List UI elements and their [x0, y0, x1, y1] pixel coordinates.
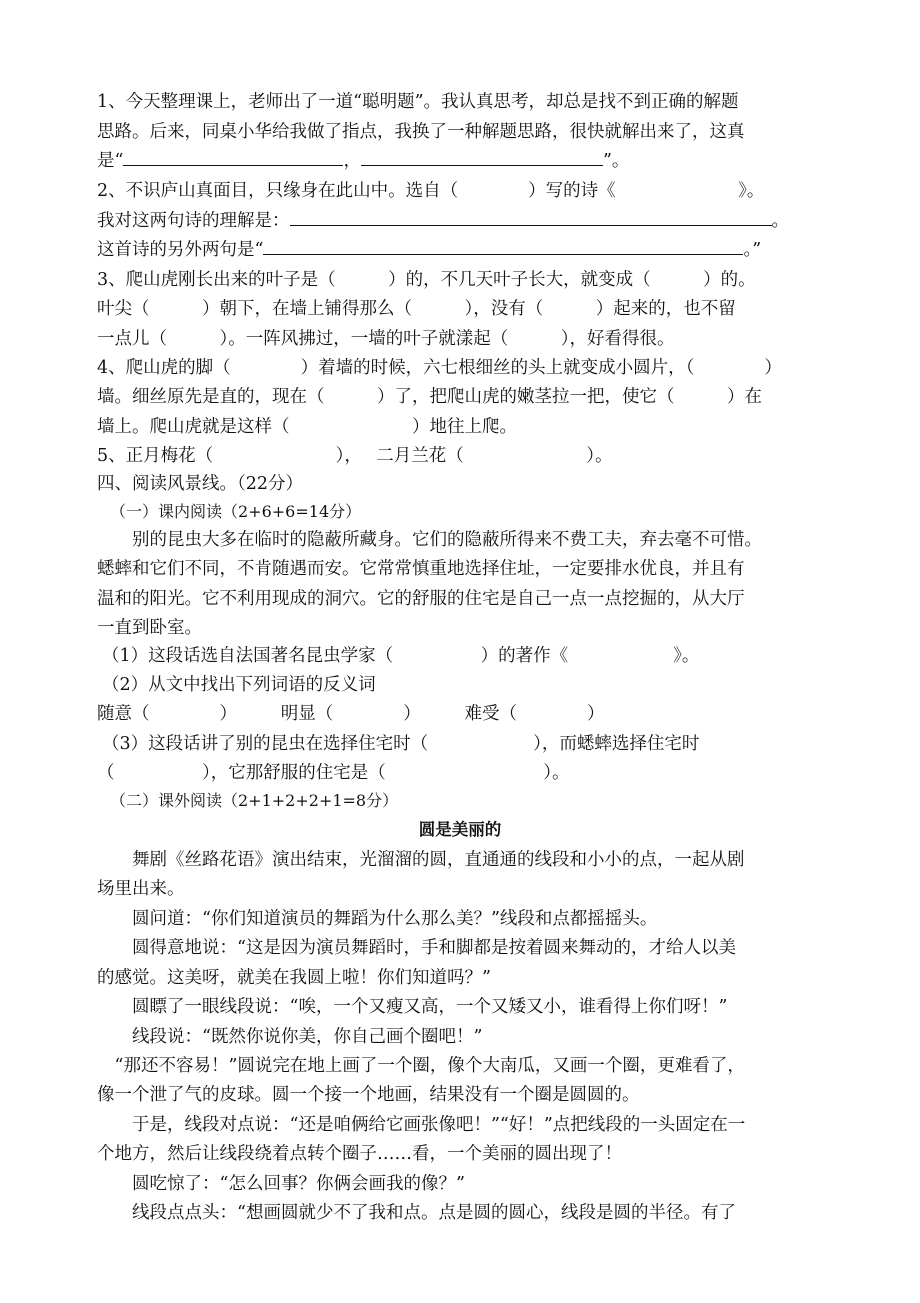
q1-line-2: 思路。后来，同桌小华给我做了指点，我换了一种解题思路，很快就解出来了，这真	[97, 122, 745, 142]
story-line: 像一个泄了气的皮球。圆一个接一个地画，结果没有一个圈是圆圆的。	[97, 1085, 640, 1105]
story-line: 线段说：“既然你说你美，你自己画个圈吧！”	[97, 1027, 483, 1047]
sub-question-2: （2）从文中找出下列词语的反义词	[102, 675, 376, 695]
story-line: 圆得意地说：“这是因为演员舞蹈时，手和脚都是按着圆来舞动的，才给人以美	[97, 938, 736, 958]
q1-line-1: 1、今天整理课上，老师出了一道“聪明题”。我认真思考，却总是找不到正确的解题	[97, 92, 739, 112]
section-4-heading: 四、阅读风景线。（22分）	[97, 474, 304, 494]
antonyms-line: 随意（ ） 明显（ ） 难受（ ）	[97, 704, 605, 724]
passage-1-line-4: 一直到卧室。	[97, 618, 202, 638]
passage-1-line-1: 别的昆虫大多在临时的隐蔽所藏身。它们的隐蔽所得来不费工夫，弃去毫不可惜。	[97, 530, 762, 550]
q2-closing: 。”	[743, 240, 762, 260]
q2-period: 。	[771, 211, 789, 231]
story-line: 线段点点头：“想画圆就少不了我和点。点是圆的圆心，线段是圆的半径。有了	[97, 1203, 736, 1223]
q2-understanding-label: 我对这两句诗的理解是：	[97, 211, 290, 231]
q2-other-lines-blank[interactable]	[263, 236, 743, 255]
story-line: 场里出来。	[97, 879, 185, 899]
part-1-heading: （一）课内阅读（2+6+6=14分）	[110, 502, 362, 521]
q2-line-3	[97, 235, 840, 265]
q5-line: 5、正月梅花（ ）， 二月兰花（ ）。	[97, 446, 613, 466]
story-line: 于是，线段对点说：“还是咱俩给它画张像吧！”“好！”点把线段的一头固定在一	[97, 1115, 746, 1135]
q1-suffix: ”。	[602, 151, 630, 171]
q1-comma: ，	[343, 151, 361, 171]
q3-line-2: 叶尖（ ）朝下，在墙上铺得那么（ ），没有（ ）起来的，也不留	[97, 299, 736, 319]
story-line: 圆瞟了一眼线段说：“唉，一个又瘦又高，一个又矮又小，谁看得上你们呀！”	[97, 997, 728, 1017]
story-line: “那还不容易！”圆说完在地上画了一个圈，像个大南瓜，又画一个圈，更难看了，	[97, 1056, 745, 1076]
q2-line-2	[97, 206, 840, 236]
q1-answer-blank-1[interactable]	[123, 147, 343, 166]
q1-prefix: 是“	[97, 151, 124, 171]
q4-line-1: 4、爬山虎的脚（ ）着墙的时候，六七根细丝的头上就变成小圆片，（ ）	[97, 358, 782, 378]
story-line: 圆问道：“你们知道演员的舞蹈为什么那么美？”线段和点都摇摇头。	[97, 909, 658, 929]
sub-question-1: （1）这段话选自法国著名昆虫学家（ ）的著作《 》。	[102, 646, 700, 666]
part-2-heading: （二）课外阅读（2+1+2+2+1=8分）	[110, 791, 399, 810]
q3-line-3: 一点儿（ ）。一阵风拂过，一墙的叶子就漾起（ ），好看得很。	[97, 329, 675, 349]
q4-line-2: 墙。细丝原先是直的，现在（ ）了，把爬山虎的嫩茎拉一把，使它（ ）在	[97, 387, 762, 407]
story-line: 的感觉。这美呀，就美在我圆上啦！你们知道吗？”	[97, 968, 491, 988]
sub-question-3-line-2: （ ），它那舒服的住宅是（ ）。	[97, 763, 570, 783]
q1-line-3	[97, 146, 840, 176]
story-line: 舞剧《丝路花语》演出结束，光溜溜的圆，直通通的线段和小小的点，一起从剧	[97, 850, 745, 870]
q2-line-1: 2、不识庐山真面目，只缘身在此山中。选自（ ）写的诗《 》。	[97, 181, 765, 201]
q4-line-3: 墙上。爬山虎就是这样（ ）地往上爬。	[97, 417, 517, 437]
q3-line-1: 3、爬山虎刚长出来的叶子是（ ）的，不几天叶子长大，就变成（ ）的。	[97, 270, 756, 290]
q2-other-lines-label: 这首诗的另外两句是“	[97, 240, 264, 260]
q1-answer-blank-2[interactable]	[361, 147, 603, 166]
q2-understanding-blank[interactable]	[290, 207, 772, 226]
sub-question-3-line-1: （3）这段话讲了别的昆虫在选择住宅时（ ），而蟋蟀选择住宅时	[102, 734, 700, 754]
story-line: 圆吃惊了：“怎么回事？你俩会画我的像？”	[97, 1174, 465, 1194]
passage-1-line-3: 温和的阳光。它不利用现成的洞穴。它的舒服的住宅是自己一点一点挖掘的，从大厅	[97, 589, 745, 609]
passage-1-line-2: 蟋蟀和它们不同，不肯随遇而安。它常常慎重地选择住址，一定要排水优良，并且有	[97, 559, 745, 579]
story-title: 圆是美丽的	[418, 820, 502, 839]
story-line: 个地方，然后让线段绕着点转个圈子……看，一个美丽的圆出现了！	[97, 1144, 622, 1164]
